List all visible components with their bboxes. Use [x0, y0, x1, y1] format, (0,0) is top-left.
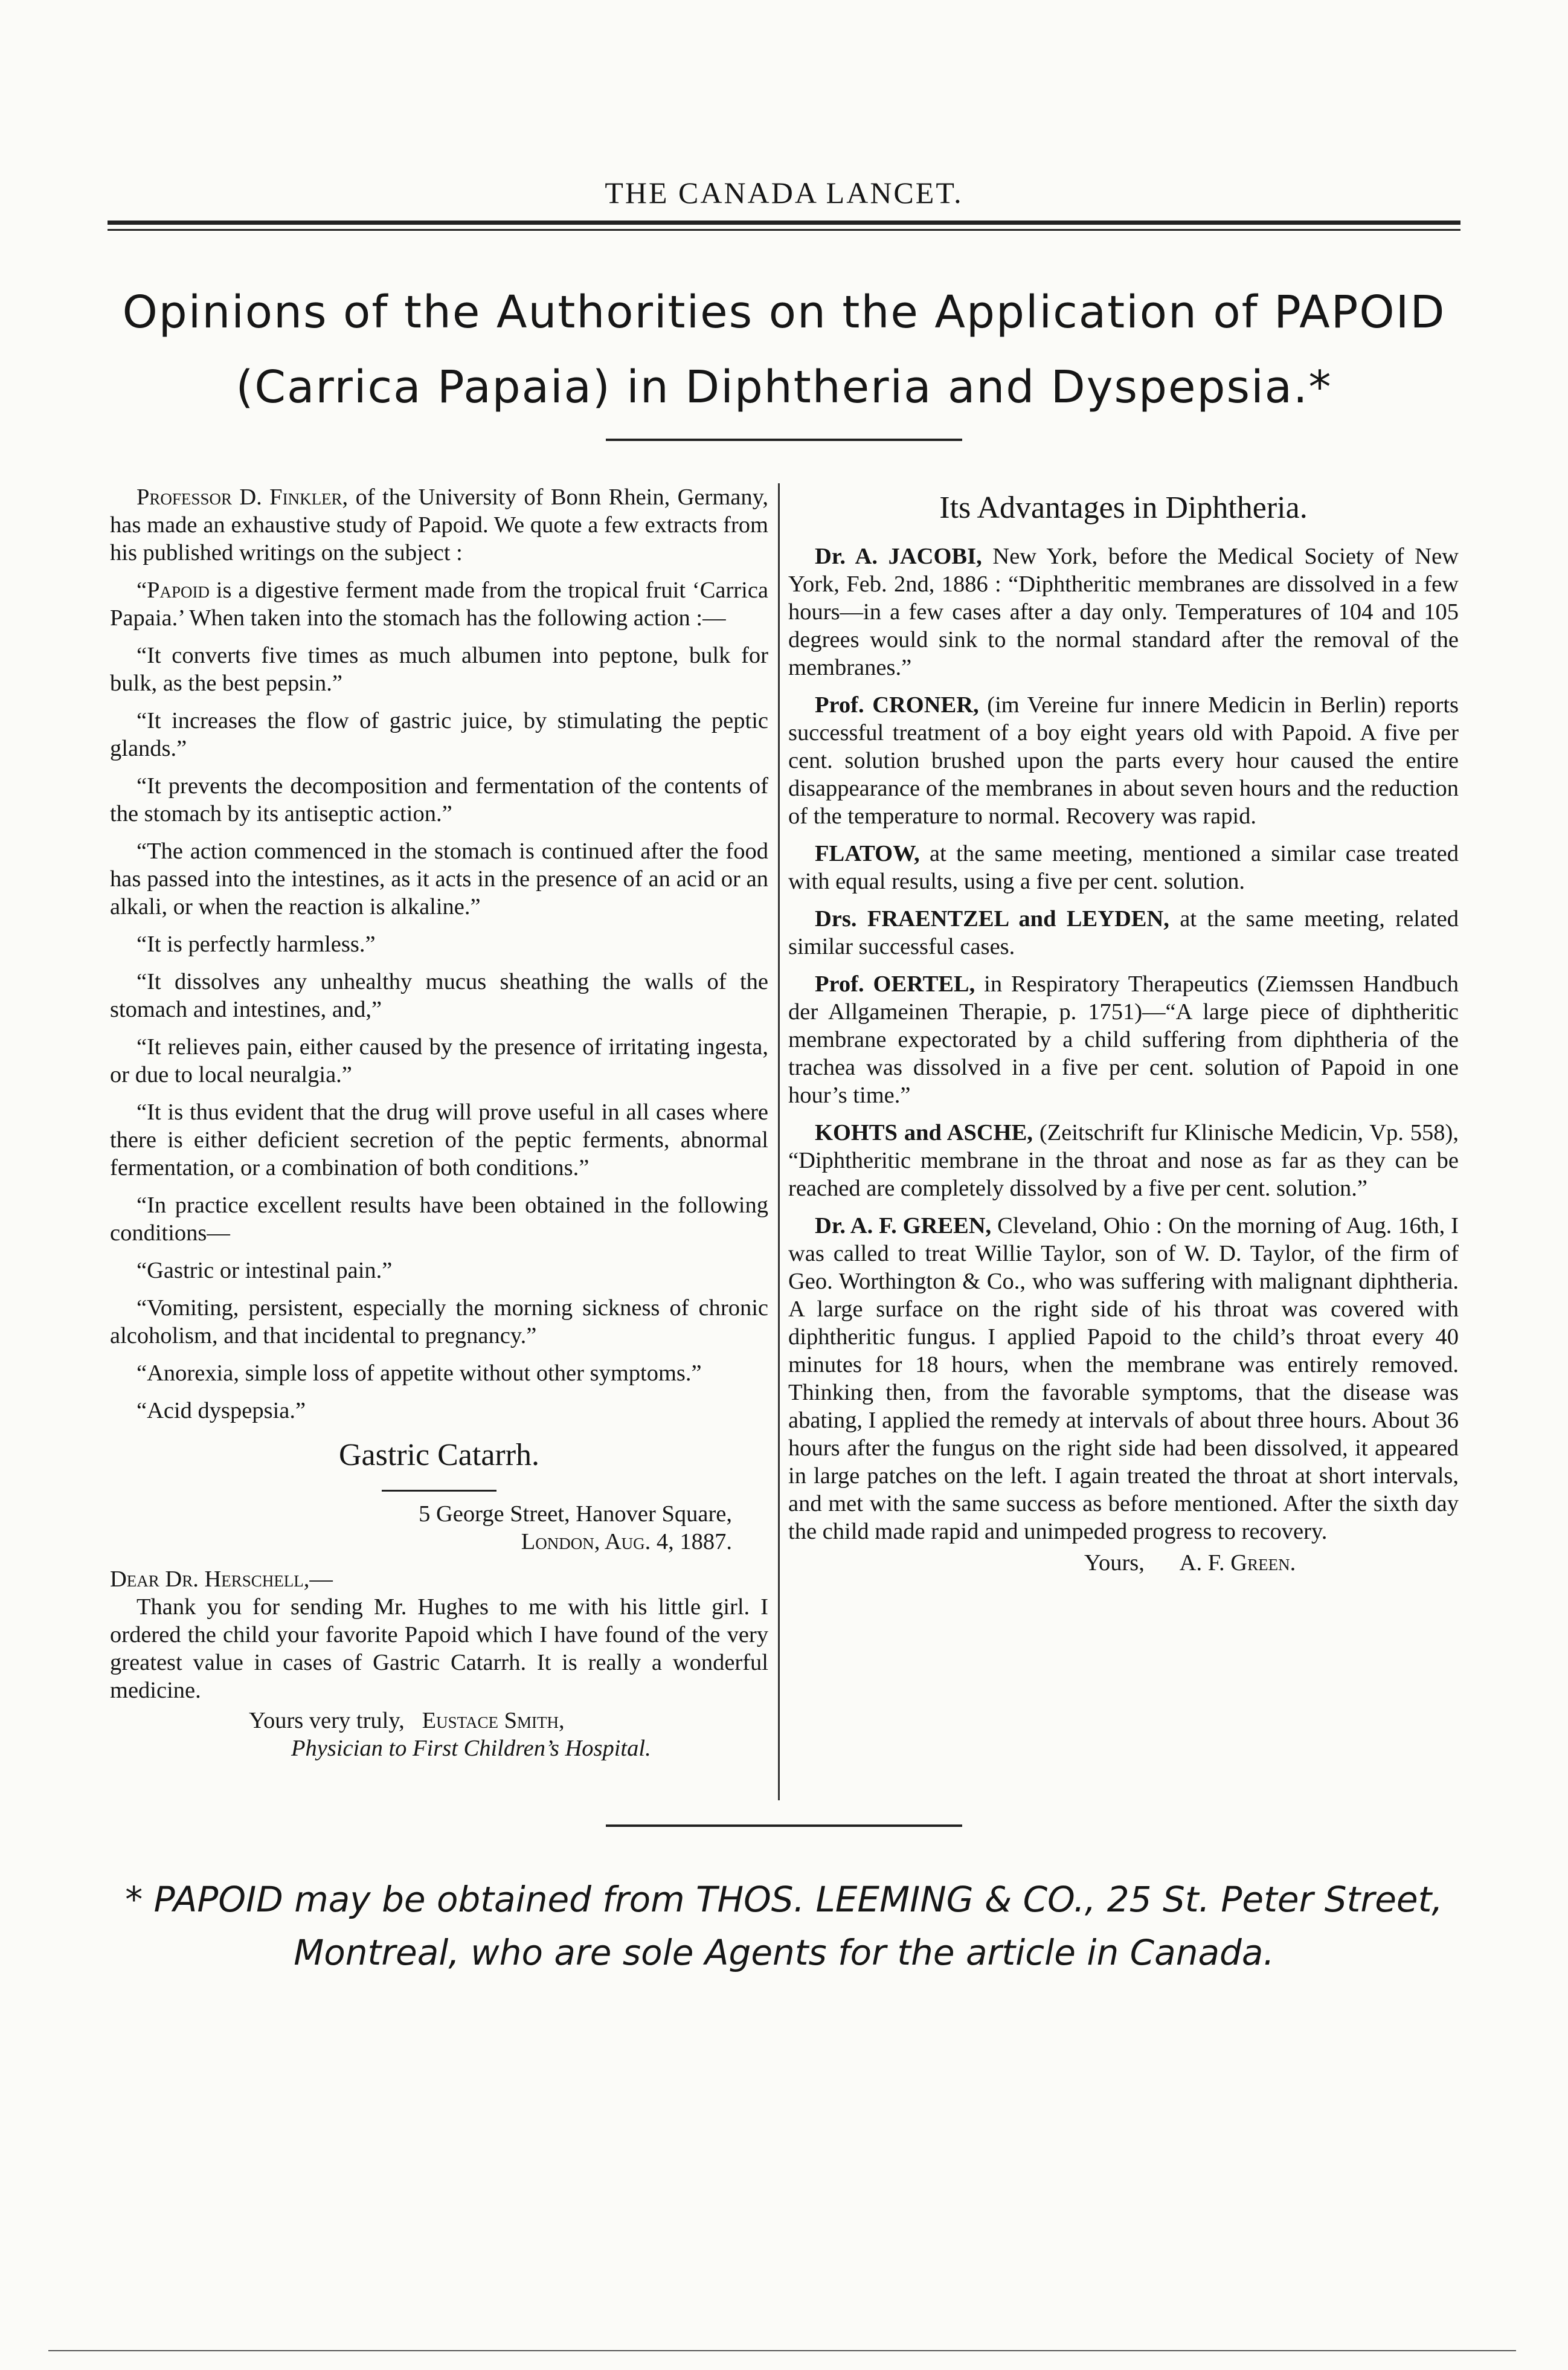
letter-signature [110, 1707, 768, 1734]
quote-8: “In practice excellent results have been obtained in the following conditions— [110, 1193, 768, 1246]
title-line-2: (Carrica Papaia) in Diphtheria and Dyspepsia.* [236, 361, 1332, 413]
title-line-1: Opinions of the Authorities on the Application of PAPOID [122, 286, 1446, 338]
footnote-separator [606, 1824, 962, 1827]
entry-5 [788, 1119, 1459, 1202]
letter-address-1: 5 George Street, Hanover Square, [419, 1501, 732, 1527]
gastric-catarrh-heading: Gastric Catarrh. [338, 1438, 540, 1472]
quote-7: “It is thus evident that the drug will prove useful in all cases where there is either deficient secretion of the peptic ferments, abnormal fermentation, or a combination of both conditions.” [110, 1100, 768, 1180]
quote-1: “It increases the flow of gastric juice, by stimulating the peptic glands.” [110, 708, 768, 761]
entry-3-text: at the same meeting, related similar successful cases. [788, 906, 1459, 959]
entry-4-name: Prof. OERTEL, [815, 971, 975, 997]
entry-2 [788, 840, 1459, 895]
entry-1 [788, 691, 1459, 830]
quote-6: “It relieves pain, either caused by the presence of irritating ingesta, or due to local neuralgia.” [110, 1034, 768, 1087]
finkler-intro [110, 483, 768, 567]
entry-0-name: Dr. A. JACOBI, [815, 544, 982, 569]
finkler-intro-text: of the University of Bonn Rhein, Germany, has made an exhaustive study of Papoid. We quote a few extracts from his published writings on the subject : [110, 485, 768, 565]
quote-3: “The action commenced in the stomach is continued after the food has passed into the intestines, as it acts in the presence of an acid or an alkali, or when the reaction is alkaline.” [110, 839, 768, 919]
entry-6-name: Dr. A. F. GREEN, [815, 1213, 992, 1238]
quote-10: “Vomiting, persistent, especially the morning sickness of chronic alcoholism, and that incidental to pregnancy.” [110, 1295, 768, 1348]
entry-1-text: (im Vereine fur innere Medicin in Berlin) reports successful treatment of a boy eight years old with Papoid. A five per cent. solution brushed upon the parts every hour caused the entire disappearance of the membranes in about seven hours and the reduction of the temperature to normal. Recovery was rapid. [788, 692, 1459, 829]
entry-3-name: Drs. FRAENTZEL and LEYDEN, [815, 906, 1169, 932]
footnote-line-2: Montreal, who are sole Agents for the article in Canada. [294, 1932, 1274, 1973]
quote-9: “Gastric or intestinal pain.” [137, 1258, 393, 1283]
entry-0 [788, 543, 1459, 681]
letter-salutation: Dear Dr. Herschell,— [110, 1567, 333, 1592]
entry-3 [788, 905, 1459, 961]
quote-0: “It converts five times as much albumen into peptone, bulk for bulk, as the best pepsin.” [110, 643, 768, 696]
left-column [110, 483, 768, 1772]
journal-header: THE CANADA LANCET. [605, 176, 963, 210]
quote-2: “It prevents the decomposition and fermentation of the contents of the stomach by its antiseptic action.” [110, 773, 768, 826]
footnote [79, 1873, 1489, 1979]
quote-12: “Acid dyspepsia.” [137, 1398, 306, 1423]
footnote-line-1: * PAPOID may be obtained from THOS. LEEMING & CO., 25 St. Peter Street, [125, 1879, 1443, 1920]
entry-5-name: KOHTS and ASCHE, [815, 1120, 1033, 1145]
quote-11: “Anorexia, simple loss of appetite without other symptoms.” [137, 1360, 702, 1386]
title-separator [606, 439, 962, 441]
right-column [788, 483, 1459, 1586]
green-name: A. F. Green. [1179, 1550, 1296, 1576]
entry-2-text: at the same meeting, mentioned a similar case treated with equal results, using a five per cent. solution. [788, 841, 1459, 894]
letter-body: Thank you for sending Mr. Hughes to me with his little girl. I ordered the child your favorite Papoid which I have found of the very greatest value in cases of Gastric Catarrh. It is really a wonderful medicine. [110, 1594, 768, 1703]
page-bottom-edge [48, 2350, 1516, 2351]
papoid-definition [110, 576, 768, 632]
letter-closing: Yours very truly, [249, 1708, 405, 1733]
article-title [79, 275, 1489, 425]
entry-5-text: (Zeitschrift fur Klinische Medicin, Vp. 558), “Diphtheritic membrane in the throat and nose as far as they can be reached are completely dissolved by a five per cent. solution.” [788, 1120, 1459, 1201]
entry-0-text: New York, before the Medical Society of New York, Feb. 2nd, 1886 : “Diphtheritic membranes are dissolved in a few hours—in a few cases after a day only. Temperatures of 104 and 105 degrees would sink to the normal standard after the removal of the membranes.” [788, 544, 1459, 680]
entry-4-text: in Respiratory Therapeutics (Ziemssen Handbuch der Allgameinen Therapie, p. 1751)—“A large piece of diphtheritic membrane expectorated by a child suffering from diphtheria of the trachea was dissolved in a five per cent. solution of Papoid in one hour’s time.” [788, 971, 1459, 1108]
letter-address-2: London, Aug. 4, 1887. [521, 1529, 732, 1554]
entry-4 [788, 970, 1459, 1109]
entry-6-text: Cleveland, Ohio : On the morning of Aug. 16th, I was called to treat Willie Taylor, son of W. D. Taylor, of the firm of Geo. Worthington & Co., who was suffering with malignant diphtheria. A large surface on the right side of his throat was covered with diphtheritic fungus. I applied Papoid to the child’s throat every 40 minutes for 18 hours, when the membrane was entirely removed. Thinking then, from the favorable symptoms, that the disease was abating, I applied the remedy at intervals of about three hours. About 36 hours after the fungus on the right side had been dissolved, it appeared in large patches on the left. I again treated the throat at short intervals, and met with the same success as before mentioned. After the sixth day the child made rapid and unimpeded progress to recovery. [788, 1213, 1459, 1544]
entry-2-name: FLATOW, [815, 841, 920, 866]
green-yours: Yours, [1084, 1550, 1145, 1576]
quote-5: “It dissolves any unhealthy mucus sheathing the walls of the stomach and intestines, and,” [110, 969, 768, 1022]
heading-rule [382, 1490, 496, 1492]
green-signature [788, 1549, 1459, 1577]
letter-signer-title: Physician to First Children’s Hospital. [291, 1736, 651, 1761]
papoid-definition-text: is a digestive ferment made from the tropical fruit ‘Carrica Papaia.’ When taken into the stomach has the following action :— [110, 578, 768, 631]
letter-signer: Eustace Smith, [422, 1708, 565, 1733]
header-rule-thin [108, 229, 1460, 231]
header-rule-thick [108, 221, 1460, 225]
entry-1-name: Prof. CRONER, [815, 692, 979, 718]
diphtheria-heading: Its Advantages in Diphtheria. [939, 491, 1308, 525]
papoid-word: “Papoid [137, 578, 210, 603]
finkler-name: Professor D. Finkler, [137, 485, 349, 510]
column-divider [778, 483, 780, 1800]
entry-6 [788, 1212, 1459, 1545]
quote-4: “It is perfectly harmless.” [137, 932, 376, 957]
